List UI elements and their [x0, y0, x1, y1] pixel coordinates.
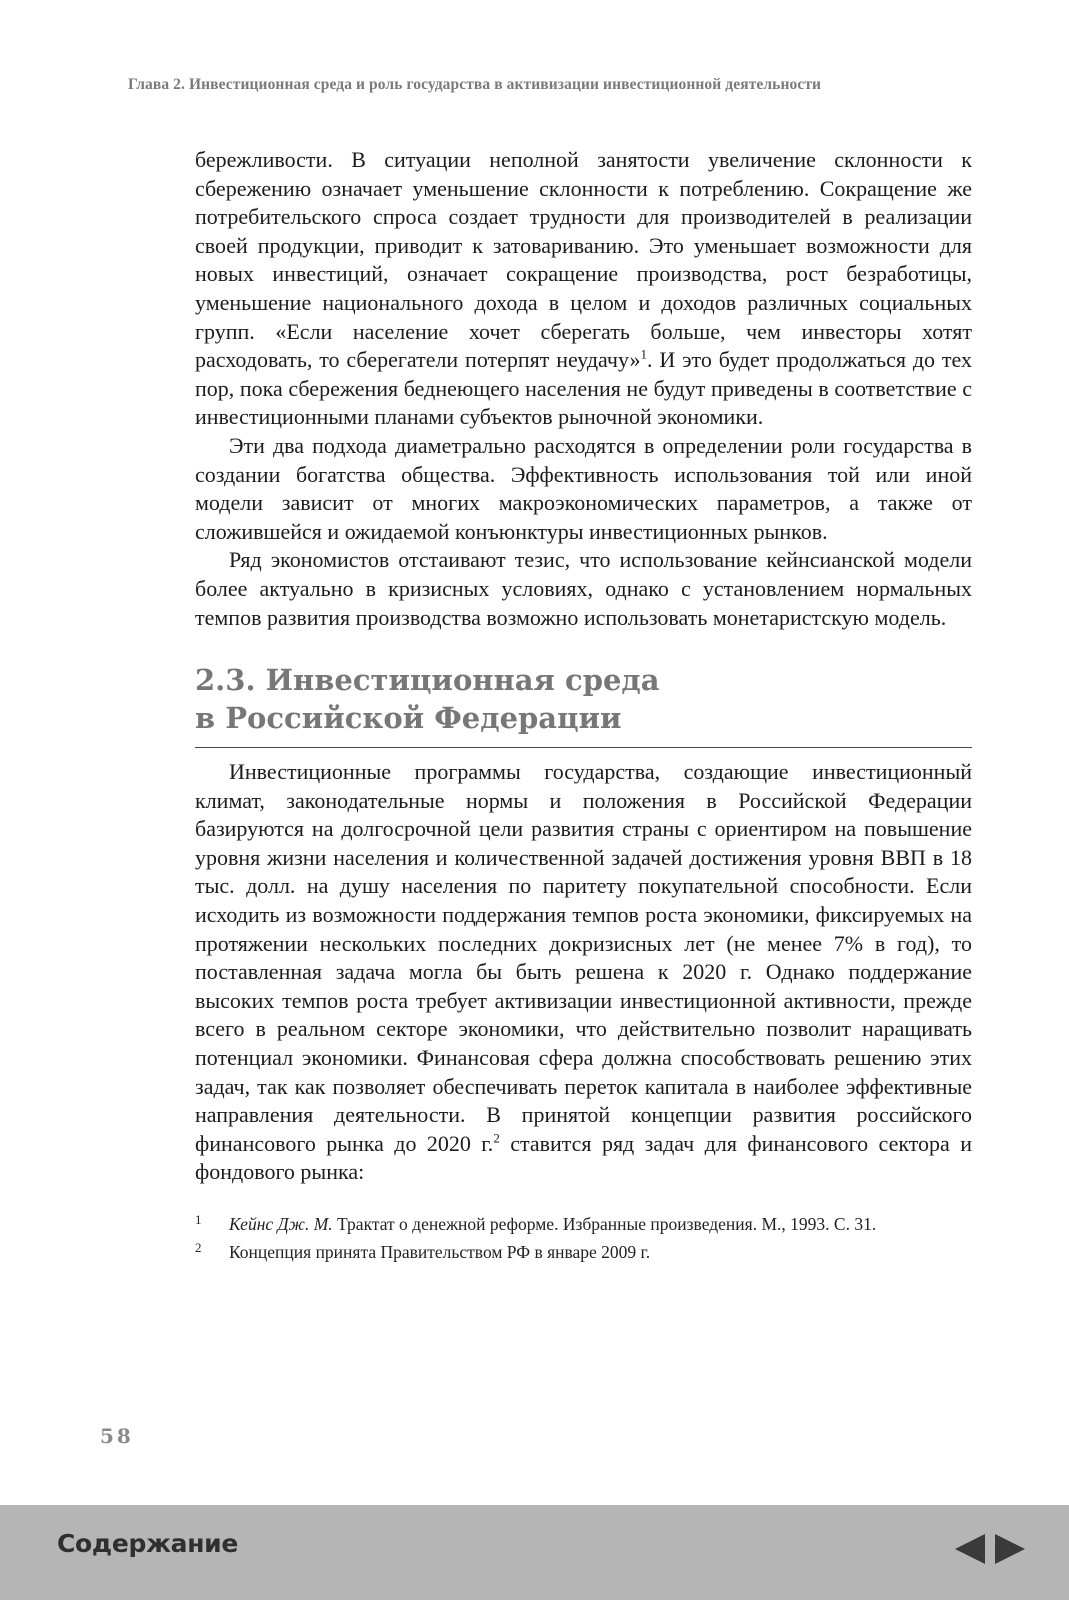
footnote-body: Концепция принята Правительством РФ в январе 2009 г.: [229, 1242, 651, 1262]
paragraph: [195, 758, 972, 1187]
footnotes: [195, 1213, 972, 1263]
footnote-reference: 2: [493, 1130, 500, 1146]
body-text-after: [195, 758, 972, 1187]
table-of-contents-link[interactable]: Содержание: [57, 1529, 239, 1558]
paragraph: [195, 546, 972, 632]
running-head: Глава 2. Инвестиционная среда и роль государства в активизации инвестиционной деятельности: [128, 76, 822, 93]
navigation-bar: [0, 1505, 1069, 1600]
section-heading: [195, 661, 972, 748]
previous-page-button[interactable]: [953, 1532, 987, 1566]
paragraph-text: . И это будет продолжаться до тех пор, пока сбережения беднеющего населения не будут приведены в соответствие с инвестиционными планами субъектов рыночной экономики.: [195, 347, 972, 430]
footnote-body: Трактат о денежной реформе. Избранные произведения. М., 1993. С. 31.: [332, 1214, 877, 1234]
paragraph: [195, 432, 972, 546]
paragraph-text: бережливости. В ситуации неполной занятости увеличение склонности к сбережению означает уменьшение склонности к потреблению. Сокращение же потребительского спроса создает трудности для производителей в реализации своей продукции, приводит к затовариванию. Это уменьшает возможности для новых инвестиций, означает сокращение производства, рост безработицы, уменьшение национального дохода в целом и доходов различных социальных групп. «Если население хочет сберегать больше, чем инвесторы хотят расходовать, то сберегатели потерпят неудачу»: [195, 147, 972, 373]
next-page-button[interactable]: [993, 1532, 1027, 1566]
paragraph-text: ставится ряд задач для финансового сектора и фондового рынка:: [195, 1130, 972, 1185]
footnote-text: [229, 1241, 972, 1263]
page-content: [195, 146, 972, 1269]
footnote-number: 2: [195, 1240, 202, 1255]
footnote-text: [229, 1213, 972, 1235]
section-heading-line1: 2.3. Инвестиционная среда: [195, 663, 660, 698]
triangle-left-icon: [953, 1532, 987, 1566]
triangle-right-icon: [993, 1532, 1027, 1566]
section-heading-line2: в Российской Федерации: [195, 701, 622, 736]
footnote-reference: 1: [640, 346, 648, 362]
paragraph-text: Эти два подхода диаметрально расходятся в определении роли государства в создании богатства общества. Эффективность использования той или иной модели зависит от многих макроэкономических параметров, а также от сложившейся и ожидаемой конъюнктуры инвестиционных рынков.: [195, 432, 972, 544]
paragraph-text: Инвестиционные программы государства, создающие инвестиционный климат, законодательные нормы и положения в Российской Федерации базируются на долгосрочной цели развития страны с ориентиром на повышение уровня жизни населения и количественной задачей достижения уровня ВВП в 18 тыс. долл. на душу населения по паритету покупательной способности. Если исходить из возможности поддержания темпов роста экономики, фиксируемых на протяжении нескольких последних докризисных лет (не менее 7% в год), то поставленная задача могла бы быть решена к 2020 г. Однако поддержание высоких темпов роста требует активизации инвестиционной активности, прежде всего в реальном секторе экономики, что действительно позволит наращивать потенциал экономики. Финансовая сфера должна способствовать решению этих задач, так как позволяет обеспечивать переток капитала в наиболее эффективные направления деятельности. В принятой концепции развития российского финансового рынка до 2020 г.: [195, 759, 972, 1156]
footnote: [195, 1213, 972, 1235]
body-text-before: [195, 146, 972, 632]
footnote-author: Кейнс Дж. М.: [229, 1214, 333, 1234]
paragraph-text: Ряд экономистов отстаивают тезис, что использование кейнсианской модели более актуально в кризисных условиях, однако с установлением нормальных темпов развития производства возможно использовать монетаристскую модель.: [195, 547, 972, 630]
footnote: [195, 1241, 972, 1263]
paragraph: [195, 146, 972, 432]
footnote-number: 1: [195, 1212, 202, 1227]
page-number: 58: [100, 1424, 134, 1448]
